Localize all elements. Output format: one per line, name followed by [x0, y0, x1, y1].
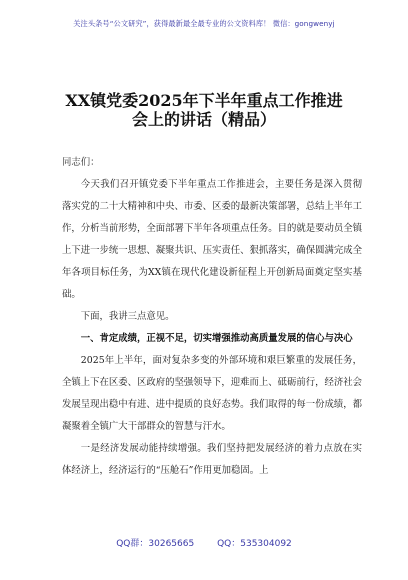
paragraph: 今天我们召开镇党委下半年重点工作推进会，主要任务是深入贯彻落实党的二十大精神和中央、市委、区委的最新决策部署，总结上半年工作，分析当前形势，全面部署下半年各项重点任务。目的就是要动员全镇上下进一步统一思想、凝聚共识、压实责任、狠抓落实，确保圆满完成全年各项目标任务，为XX镇在现代化建设新征程上开创新局面奠定坚实基础。 — [62, 179, 363, 300]
document-title-line-2: 会上的讲话（精品） — [131, 110, 276, 129]
footer — [0, 536, 408, 549]
paragraph: 2025年上半年，面对复杂多变的外部环境和艰巨繁重的发展任务，全镇上下在区委、区政府的坚强领导下，迎难而上、砥砺前行，经济社会发展呈现出稳中有进、进中提质的良好态势。我们取得的每一份成绩，都凝聚着全镇广大干部群众的智慧与汗水。 — [62, 355, 363, 432]
salutation: 同志们： — [62, 157, 100, 168]
footer-qq: QQ：535304092 — [217, 539, 292, 549]
section-heading: 一、肯定成绩，正视不足，切实增强推动高质量发展的信心与决心 — [80, 333, 353, 344]
paragraph: 一是经济发展动能持续增强。我们坚持把发展经济的着力点放在实体经济上，经济运行的“压舱石”作用更加稳固。上 — [62, 443, 362, 476]
document-title-line-1: XX镇党委2025年下半年重点工作推进 — [65, 91, 343, 110]
header-note: 关注头条号“公文研究”，获得最新最全最专业的公文资料库！ 微信：gongwenyj — [73, 19, 335, 28]
footer-qq-group: QQ群：30265665 — [116, 539, 195, 549]
document-body — [62, 152, 362, 482]
paragraph: 下面，我讲三点意见。 — [80, 311, 175, 322]
